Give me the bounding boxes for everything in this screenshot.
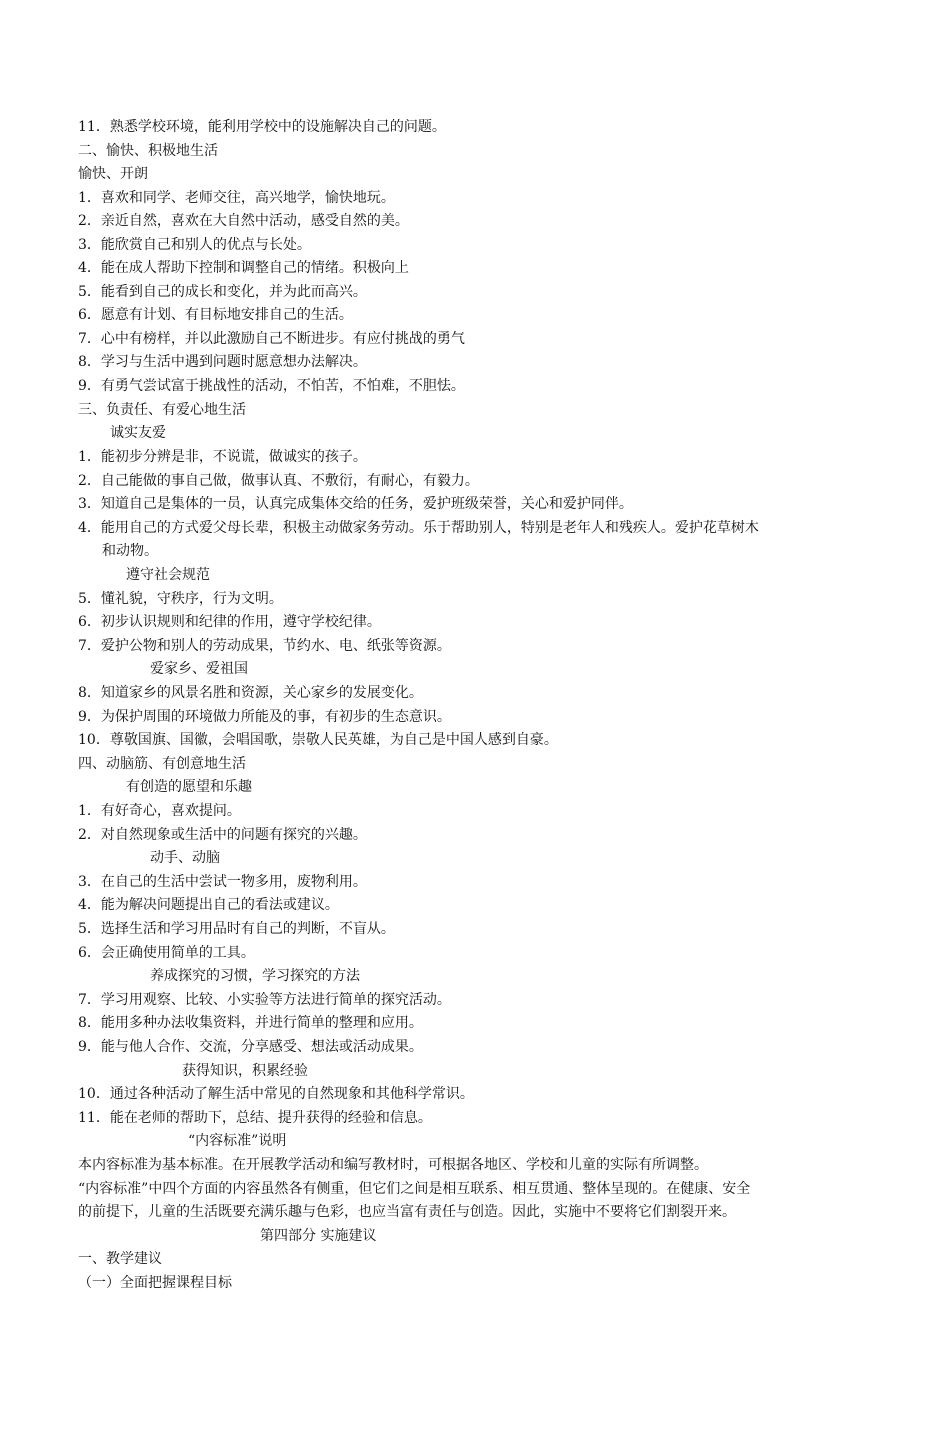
list-item: 1．能初步分辨是非，不说谎，做诚实的孩子。 xyxy=(78,449,367,465)
list-item: 10．尊敬国旗、国徽，会唱国歌，崇敬人民英雄，为自己是中国人感到自豪。 xyxy=(78,732,558,748)
section-heading: 二、愉快、积极地生活 xyxy=(78,143,218,159)
list-item: 2．亲近自然，喜欢在大自然中活动，感受自然的美。 xyxy=(78,213,409,229)
subsection-heading: 有创造的愿望和乐趣 xyxy=(126,779,252,795)
part-heading: 第四部分 实施建议 xyxy=(260,1228,377,1244)
list-item: 3．知道自己是集体的一员，认真完成集体交给的任务，爱护班级荣誉，关心和爱护同伴。 xyxy=(78,496,633,512)
list-item-continuation: 和动物。 xyxy=(102,543,158,559)
section-heading: 一、教学建议 xyxy=(78,1251,162,1267)
list-item: 7．心中有榜样，并以此激励自己不断进步。有应付挑战的勇气 xyxy=(78,331,465,347)
subsection-heading: 获得知识，积累经验 xyxy=(182,1063,308,1079)
paragraph-line: 本内容标准为基本标准。在开展教学活动和编写教材时，可根据各地区、学校和儿童的实际有所调整。 xyxy=(78,1157,708,1173)
list-item: 6．初步认识规则和纪律的作用，遵守学校纪律。 xyxy=(78,614,381,630)
list-item: 1．喜欢和同学、老师交往，高兴地学，愉快地玩。 xyxy=(78,190,395,206)
list-item: 4．能为解决问题提出自己的看法或建议。 xyxy=(78,897,339,913)
list-item: 9．为保护周围的环境做力所能及的事，有初步的生态意识。 xyxy=(78,709,451,725)
list-item: 2．对自然现象或生活中的问题有探究的兴趣。 xyxy=(78,827,367,843)
list-item: 8．能用多种办法收集资料，并进行简单的整理和应用。 xyxy=(78,1015,423,1031)
list-item: 4．能用自己的方式爱父母长辈，积极主动做家务劳动。乐于帮助别人，特别是老年人和残疾人。爱护花草树木 xyxy=(78,520,759,536)
section-heading: 三、负责任、有爱心地生活 xyxy=(78,402,246,418)
list-item: 10．通过各种活动了解生活中常见的自然现象和其他科学常识。 xyxy=(78,1086,474,1102)
list-item: 3．在自己的生活中尝试一物多用，废物利用。 xyxy=(78,874,367,890)
list-item: 3．能欣赏自己和别人的优点与长处。 xyxy=(78,237,311,253)
list-item: 7．爱护公物和别人的劳动成果，节约水、电、纸张等资源。 xyxy=(78,638,451,654)
subsection-heading: 养成探究的习惯，学习探究的方法 xyxy=(150,968,360,984)
subsection-heading: 诚实友爱 xyxy=(110,425,166,441)
paragraph-line: “内容标准”中四个方面的内容虽然各有侧重，但它们之间是相互联系、相互贯通、整体呈现的。在健康、安全 xyxy=(78,1181,751,1197)
subsection-heading: 愉快、开朗 xyxy=(78,166,148,182)
list-item: 11．熟悉学校环境，能利用学校中的设施解决自己的问题。 xyxy=(78,119,446,135)
list-item: 9．能与他人合作、交流，分享感受、想法或活动成果。 xyxy=(78,1039,423,1055)
subsection-heading: 爱家乡、爱祖国 xyxy=(150,661,248,677)
list-item: 8．知道家乡的风景名胜和资源，关心家乡的发展变化。 xyxy=(78,685,423,701)
list-item: 1．有好奇心，喜欢提问。 xyxy=(78,803,241,819)
list-item: 5．懂礼貌，守秩序，行为文明。 xyxy=(78,591,283,607)
list-item: 2．自己能做的事自己做，做事认真、不敷衍，有耐心，有毅力。 xyxy=(78,473,479,489)
list-item: 5．选择生活和学习用品时有自己的判断，不盲从。 xyxy=(78,921,395,937)
list-item: 11．能在老师的帮助下，总结、提升获得的经验和信息。 xyxy=(78,1110,432,1126)
list-item: 6．会正确使用简单的工具。 xyxy=(78,945,255,961)
list-item: 6．愿意有计划、有目标地安排自己的生活。 xyxy=(78,307,353,323)
paragraph-line: 的前提下，儿童的生活既要充满乐趣与色彩，也应当富有责任与创造。因此，实施中不要将它们割裂开来。 xyxy=(78,1204,736,1220)
subsection-heading: （一）全面把握课程目标 xyxy=(78,1275,232,1291)
list-item: 8．学习与生活中遇到问题时愿意想办法解决。 xyxy=(78,354,367,370)
list-item: 4．能在成人帮助下控制和调整自己的情绪。积极向上 xyxy=(78,260,409,276)
list-item: 7．学习用观察、比较、小实验等方法进行简单的探究活动。 xyxy=(78,992,451,1008)
section-heading: 四、动脑筋、有创意地生活 xyxy=(78,756,246,772)
list-item: 9．有勇气尝试富于挑战性的活动，不怕苦，不怕难，不胆怯。 xyxy=(78,378,465,394)
subsection-heading: 动手、动脑 xyxy=(150,850,220,866)
subsection-heading: 遵守社会规范 xyxy=(126,567,210,583)
list-item: 5．能看到自己的成长和变化，并为此而高兴。 xyxy=(78,284,367,300)
subsection-heading: “内容标准”说明 xyxy=(188,1133,287,1149)
